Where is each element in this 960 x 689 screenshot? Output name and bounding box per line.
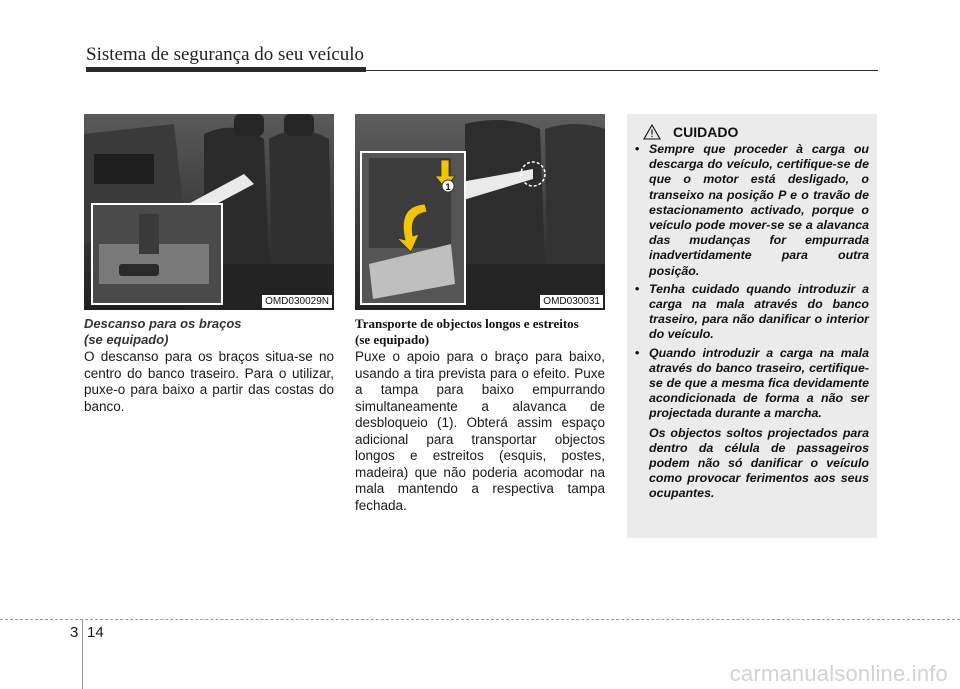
photo-code-label: OMD030029N xyxy=(262,295,332,308)
caution-title: CUIDADO xyxy=(673,124,739,140)
caution-item xyxy=(635,282,869,343)
pass-through-photo xyxy=(355,114,605,310)
chapter-number: 3 xyxy=(70,624,79,641)
header-rule-thick xyxy=(86,67,366,72)
section-body: O descanso para os braços situa-se no centro do banco traseiro. Para o utilizar, puxe-o para baixo a partir das costas do banco. xyxy=(84,349,334,414)
caution-box xyxy=(627,114,877,538)
bullet: • xyxy=(635,281,640,296)
caution-item-text: Quando introduzir a carga na mala através do banco traseiro, certifique-se de que a mesma fica devidamente acondicionada de forma a não ser projectada durante a marcha. xyxy=(649,345,869,421)
caution-continuation: Os objectos soltos projectados para dentro da célula de passageiros podem não só danificar o veículo como provocar ferimentos aos seus ocupantes. xyxy=(649,425,869,501)
header-rule-thin xyxy=(366,70,878,71)
caution-list xyxy=(635,142,869,502)
section-heading: Descanso para os braços xyxy=(84,316,242,331)
bullet: • xyxy=(635,345,640,360)
release-lever-callout: 1 xyxy=(445,182,451,192)
section-heading-note: (se equipado) xyxy=(84,331,169,347)
caution-item xyxy=(635,346,869,422)
warning-triangle-icon xyxy=(643,124,661,140)
caution-item-text: Sempre que proceder à carga ou descarga do veículo, certifique-se de que o motor está desligado, o transeixo na posição P e o travão de estacionamento activado, porque o veículo pode mover-se se a alavanca das mudanças for empurrada inadvertidamente para outra posição. xyxy=(649,142,869,278)
long-items-section xyxy=(355,316,605,514)
bullet: • xyxy=(635,142,640,156)
caution-item-text: Tenha cuidado quando introduzir a carga na mala através do banco traseiro, para não danificar o interior do veículo. xyxy=(649,281,869,342)
page-header-title: Sistema de segurança do seu veículo xyxy=(86,44,365,65)
section-body: Puxe o apoio para o braço para baixo, usando a tira prevista para o efeito. Puxe a tampa para baixo empurrando simultaneamente a alavanca de desbloqueio (1). Obterá assim espaço adicional para transportar objectos longos e estreitos (esquis, postes, madeira) que não poderia acomodar na mala mantendo a respectiva tampa fechada. xyxy=(355,349,605,513)
footer-divider xyxy=(82,619,83,689)
page-number: 14 xyxy=(87,624,104,641)
section-heading: Transporte de objectos longos e estreitos xyxy=(355,316,579,331)
section-heading-note: (se equipado) xyxy=(355,331,430,347)
armrest-photo xyxy=(84,114,334,310)
armrest-section xyxy=(84,316,334,415)
photo-code-label: OMD030031 xyxy=(540,295,603,308)
footer-rule xyxy=(0,619,960,620)
caution-item xyxy=(635,142,869,279)
watermark: carmanualsonline.info xyxy=(729,661,948,686)
